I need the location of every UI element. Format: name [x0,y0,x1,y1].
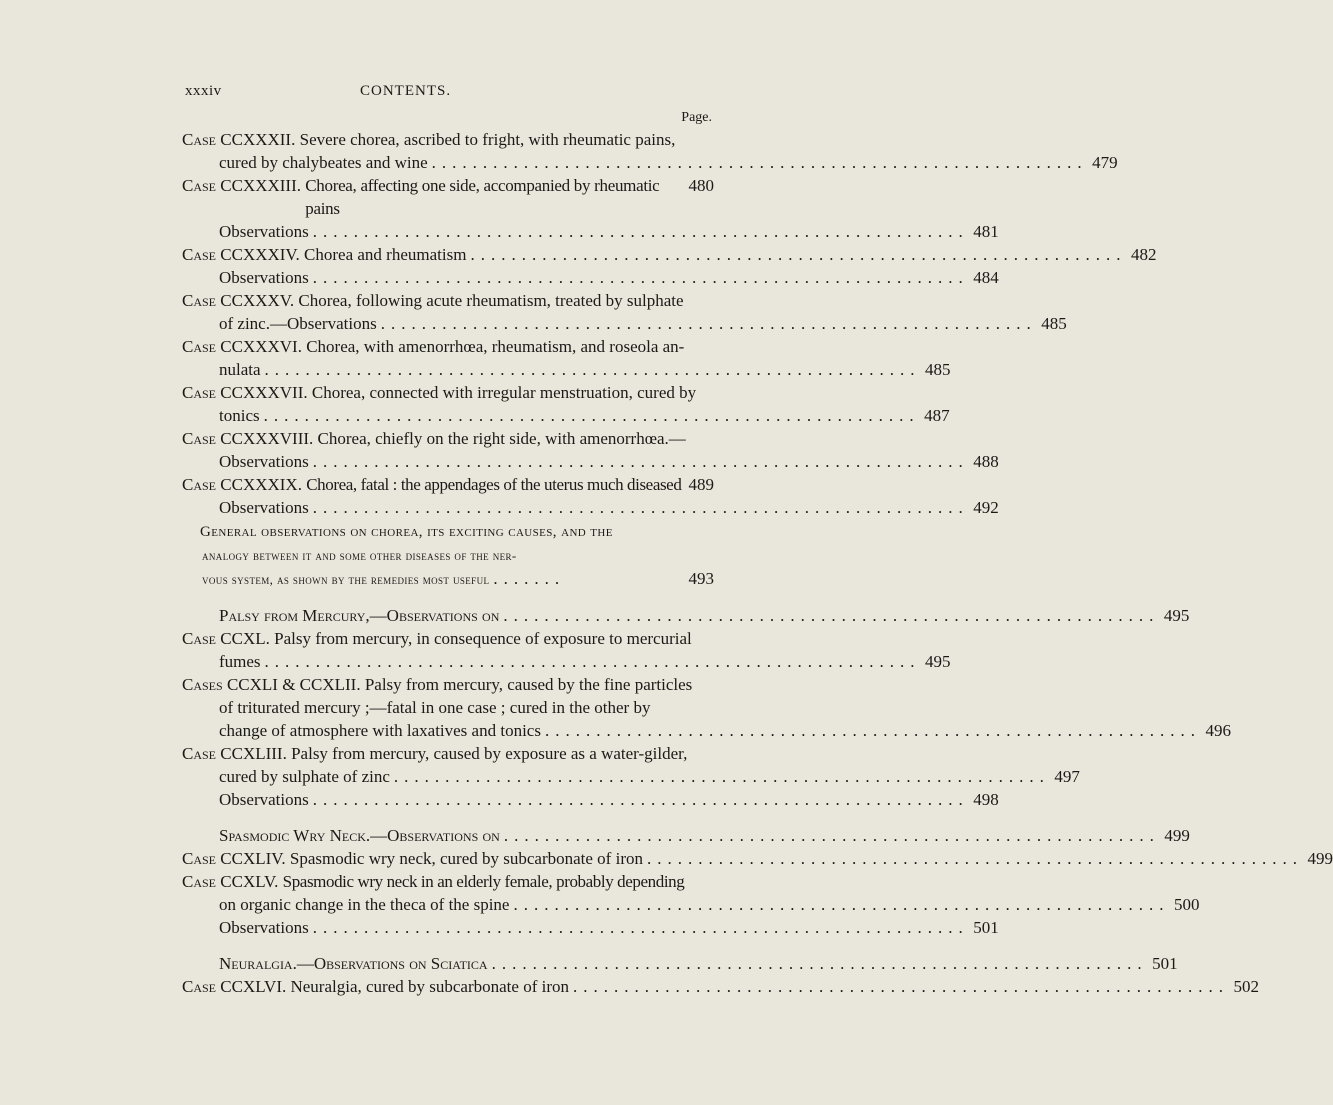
page-ref: 493 [688,569,714,588]
page-ref: 502 [1233,977,1259,996]
entry-text: fumes [219,652,261,671]
case-number: CCXXXV. [220,291,295,310]
entry-text: Observations [219,452,309,471]
entry-text: Spasmodic wry neck, cured by subcarbonate of iron [289,849,643,868]
case-number: CCXXXVIII. [220,429,314,448]
page-ref: 496 [1205,721,1231,740]
entry-text: Chorea, fatal : the appendages of the uterus much diseased [306,475,682,494]
entry-text: Observations [219,498,309,517]
palsy-heading [182,604,1190,627]
entry-text: Observations [219,790,309,809]
case-number: CCXXXIV. [220,245,300,264]
toc-entry [182,243,1157,266]
leader-dots: ................................................................ [312,452,969,471]
leader-dots: ................................................................ [491,954,1148,973]
page-ref: 485 [1041,314,1067,333]
case-label: Case [182,629,217,648]
page-ref: 501 [973,918,999,937]
toc-entry [182,289,1067,335]
general-observations [182,521,714,591]
case-number: CCXLIV. [220,849,286,868]
toc-entry [182,742,1080,788]
case-label: Case [182,849,217,868]
toc-entry [182,381,950,427]
table-of-contents [182,128,1333,998]
case-label: Case [182,475,217,494]
entry-text: Observations [219,918,309,937]
page-ref: 479 [1092,153,1118,172]
page-ref: 499 [1164,826,1190,845]
entry-text: Chorea, connected with irregular menstruation, cured by [311,383,697,402]
case-label: Case [182,291,217,310]
page-ref: 485 [925,360,951,379]
page-ref: 499 [1307,849,1333,868]
leader-dots: ................................................................ [312,268,969,287]
leader-dots: ................................................................ [312,222,969,241]
case-label: Case [182,337,217,356]
leader-dots: ................................................................ [544,721,1201,740]
page-ref: 480 [688,176,714,195]
entry-text: Palsy from mercury, caused by the fine particles [364,675,693,694]
page-ref: 495 [1163,606,1190,625]
page-number: xxxiv [185,83,222,99]
toc-entry [182,975,1259,998]
case-number: CCXLI & CCXLII. [226,675,361,694]
leader-dots: ................................................................ [312,498,969,517]
toc-entry [182,847,1333,870]
entry-text: Chorea and rheumatism [304,245,467,264]
page-ref: 487 [924,406,950,425]
page-ref: 488 [973,452,999,471]
page-header [0,83,800,107]
leader-dots: ................................................................ [312,918,969,937]
case-number: CCXLIII. [220,744,287,763]
case-label: Case [182,176,217,195]
entry-text: Observations [219,268,309,287]
toc-entry [182,673,1231,742]
page-title: CONTENTS. [360,83,452,99]
case-number: CCXLVI. [220,977,287,996]
entry-text: Neuralgia, cured by subcarbonate of iron [290,977,569,996]
neuralgia-heading [182,952,1178,975]
entry-text: General observations on chorea, its exciting causes, and the [200,524,613,540]
page-ref: 481 [973,222,999,241]
entry-text: Chorea, following acute rheumatism, treated by sulphate [298,291,684,310]
page-ref: 489 [688,475,714,494]
case-number: CCXXXIX. [220,475,302,494]
leader-dots: ................................................................ [263,406,920,425]
case-number: CCXL. [220,629,270,648]
page-ref: 482 [1130,245,1157,264]
case-number: CCXXXVI. [220,337,302,356]
toc-entry [182,220,999,243]
entry-text: Chorea, affecting one side, accompanied by rheumatic pains [305,176,660,218]
leader-dots: ................................................................ [503,826,1160,845]
leader-dots: ................................................................ [264,652,921,671]
leader-dots: ................................................................ [393,767,1050,786]
toc-entry [182,266,999,289]
entry-text: nulata [219,360,261,379]
entry-text: Palsy from mercury, in consequence of exposure to mercurial [274,629,692,648]
entry-text: Observations [219,222,309,241]
case-label: Case [182,744,217,763]
page-column-label: Page. [681,110,712,125]
wryneck-heading [182,824,1190,847]
leader-dots: ................................................................ [264,360,921,379]
leader-dots: ................................................................ [312,790,969,809]
leader-dots: ................................................................ [513,895,1170,914]
entry-text: Severe chorea, ascribed to fright, with rheumatic pains, [299,130,676,149]
page-ref: 484 [973,268,999,287]
entry-text: of triturated mercury ;—fatal in one case ; cured in the other by [219,698,651,717]
toc-entry [182,128,1118,174]
entry-text: Spasmodic wry neck in an elderly female, probably depending [282,872,685,891]
case-label: Case [182,130,217,149]
entry-text: of zinc.—Observations [219,314,377,333]
section-heading: Spasmodic Wry Neck.—Observations on [219,826,500,845]
toc-entry [182,427,999,473]
case-label: Case [182,245,217,264]
case-label: Case [182,977,217,996]
toc-entry [182,473,714,496]
section-heading: Neuralgia.—Observations on Sciatica [219,954,488,973]
leader-dots: ................................................................ [503,606,1160,625]
entry-text: analogy between it and some other diseases of the ner- [202,548,517,563]
case-label: Case [182,429,217,448]
leader-dots: ....... [493,569,566,588]
toc-entry [182,788,999,811]
page-ref: 500 [1173,895,1200,914]
leader-dots: ................................................................ [572,977,1229,996]
leader-dots: ................................................................ [646,849,1303,868]
case-number: CCXXXII. [220,130,296,149]
leader-dots: ................................................................ [431,153,1088,172]
section-heading: Palsy from Mercury,—Observations on [219,606,500,625]
toc-entry [182,870,1200,916]
case-label: Cases [182,675,223,694]
entry-text: Chorea, chiefly on the right side, with amenorrhœa.— [317,429,686,448]
case-number: CCXXXVII. [220,383,308,402]
entry-text: Palsy from mercury, caused by exposure as a water-gilder, [291,744,688,763]
leader-dots: ................................................................ [470,245,1127,264]
entry-text: cured by chalybeates and wine [219,153,428,172]
toc-entry [182,627,951,673]
entry-text: Chorea, with amenorrhœa, rheumatism, and roseola an- [306,337,685,356]
page-ref: 501 [1152,954,1178,973]
toc-entry [182,496,999,519]
case-label: Case [182,872,217,891]
leader-dots: ................................................................ [380,314,1037,333]
toc-entry [182,335,951,381]
page-ref: 492 [973,498,999,517]
page-ref: 497 [1054,767,1080,786]
case-label: Case [182,383,217,402]
entry-text: tonics [219,406,260,425]
toc-entry [182,174,714,220]
entry-text: on organic change in the theca of the spine [219,895,510,914]
toc-entry [182,916,999,939]
entry-text: change of atmosphere with laxatives and tonics [219,721,541,740]
page-ref: 498 [973,790,999,809]
page-ref: 495 [925,652,951,671]
entry-text: cured by sulphate of zinc [219,767,390,786]
entry-text: vous system, as shown by the remedies most useful [202,572,490,587]
case-number: CCXLV. [220,872,279,891]
case-number: CCXXXIII. [220,176,302,195]
